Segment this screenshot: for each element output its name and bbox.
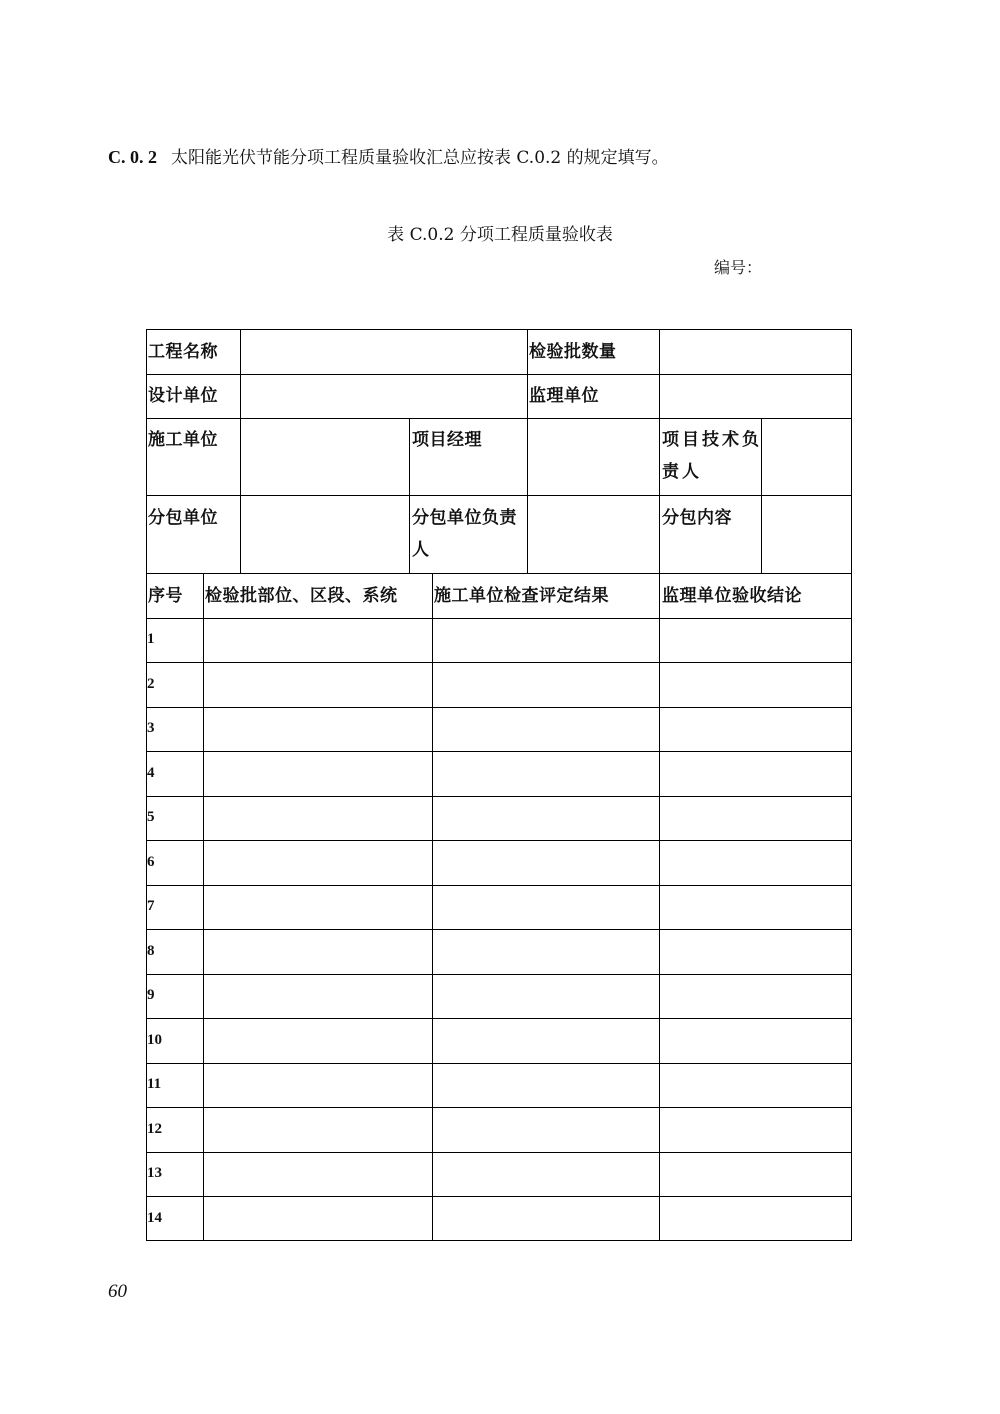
row-number: 14 bbox=[147, 1210, 162, 1226]
table-rule bbox=[146, 1152, 852, 1153]
row-number: 5 bbox=[147, 809, 155, 825]
table-rule bbox=[146, 618, 852, 619]
project-manager-label: 项目经理 bbox=[412, 430, 482, 450]
row-number: 7 bbox=[147, 898, 155, 914]
table-rule bbox=[146, 418, 852, 419]
table-rule bbox=[146, 1018, 852, 1019]
table-rule bbox=[146, 1063, 852, 1064]
table-rule bbox=[146, 840, 852, 841]
column-header-location: 检验批部位、区段、系统 bbox=[205, 586, 398, 606]
table-rule bbox=[146, 1107, 852, 1108]
batch-count-label: 检验批数量 bbox=[529, 342, 617, 362]
table-rule bbox=[146, 796, 852, 797]
row-number: 12 bbox=[147, 1121, 162, 1137]
table-rule bbox=[146, 495, 852, 496]
row-number: 1 bbox=[147, 631, 155, 647]
row-number: 4 bbox=[147, 765, 155, 781]
row-number: 6 bbox=[147, 854, 155, 870]
table-rule bbox=[432, 573, 433, 1241]
subcontract-lead-label-line1: 分包单位负责 bbox=[412, 508, 517, 528]
table-caption: 表 C.0.2 分项工程质量验收表 bbox=[387, 225, 613, 245]
row-number: 11 bbox=[147, 1076, 162, 1092]
table-rule bbox=[659, 573, 660, 1241]
supervision-unit-label: 监理单位 bbox=[529, 386, 599, 406]
table-rule bbox=[527, 329, 528, 573]
serial-number-label: 编号： bbox=[714, 258, 763, 277]
clause-number: C. 0. 2 bbox=[108, 147, 157, 167]
column-header-construction-result: 施工单位检查评定结果 bbox=[434, 586, 609, 606]
construction-unit-label: 施工单位 bbox=[148, 430, 218, 450]
tech-lead-label bbox=[662, 424, 762, 488]
table-rule bbox=[203, 573, 204, 1241]
table-rule bbox=[146, 751, 852, 752]
table-rule bbox=[146, 573, 852, 574]
table-rule bbox=[409, 418, 410, 573]
table-rule bbox=[146, 707, 852, 708]
row-number: 3 bbox=[147, 720, 155, 736]
table-rule bbox=[146, 662, 852, 663]
column-header-supervision-conclusion: 监理单位验收结论 bbox=[662, 586, 802, 606]
table-rule bbox=[146, 374, 852, 375]
subcontract-unit-label: 分包单位 bbox=[148, 508, 218, 528]
subcontract-lead-label bbox=[412, 502, 517, 566]
row-number: 9 bbox=[147, 987, 155, 1003]
row-number: 8 bbox=[147, 943, 155, 959]
row-number: 10 bbox=[147, 1032, 162, 1048]
subcontract-lead-label-line2: 人 bbox=[412, 540, 430, 560]
tech-lead-label-line2: 责人 bbox=[662, 462, 702, 482]
subcontract-content-label: 分包内容 bbox=[662, 508, 732, 528]
column-header-seq: 序号 bbox=[148, 586, 183, 606]
table-rule bbox=[146, 885, 852, 886]
row-number: 13 bbox=[147, 1165, 162, 1181]
table-rule bbox=[146, 929, 852, 930]
table-rule bbox=[240, 329, 241, 573]
page-number: 60 bbox=[108, 1281, 127, 1302]
table-rule bbox=[146, 1196, 852, 1197]
clause-paragraph bbox=[108, 146, 669, 169]
table-rule bbox=[659, 329, 660, 573]
row-number: 2 bbox=[147, 676, 155, 692]
tech-lead-label-line1: 项目技术负 bbox=[662, 430, 762, 450]
table-rule bbox=[146, 974, 852, 975]
project-name-label: 工程名称 bbox=[148, 342, 218, 362]
clause-text: 太阳能光伏节能分项工程质量验收汇总应按表 C.0.2 的规定填写。 bbox=[171, 148, 669, 168]
design-unit-label: 设计单位 bbox=[148, 386, 218, 406]
